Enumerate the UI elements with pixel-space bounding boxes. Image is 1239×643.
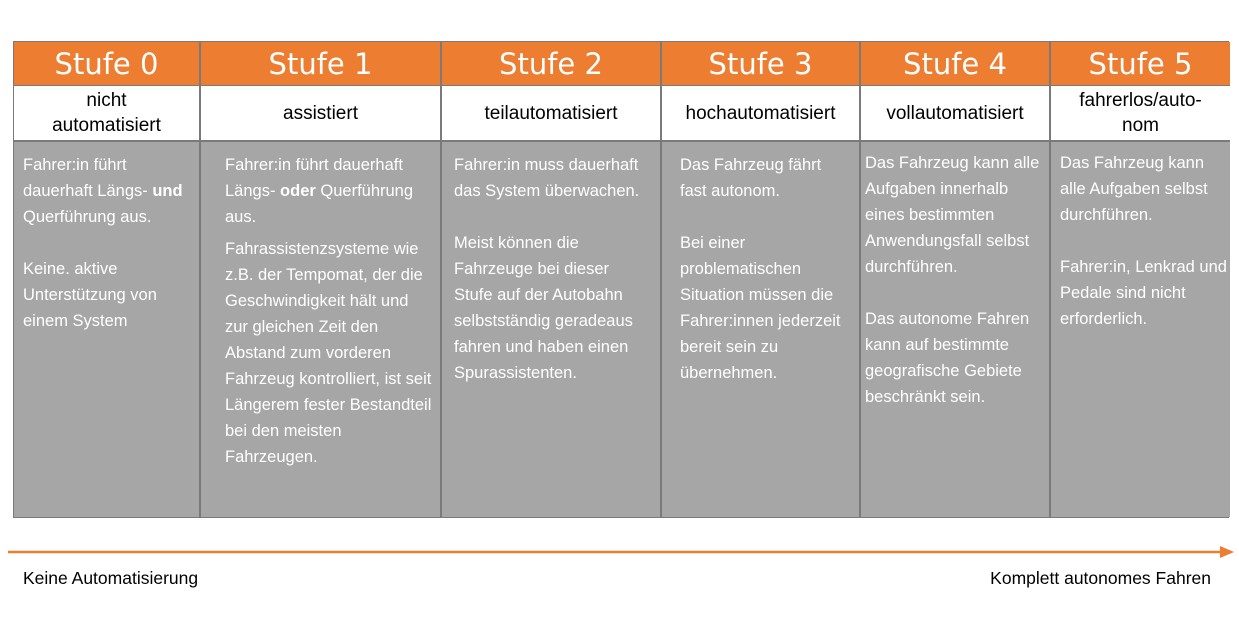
level-3-text-2: Bei einer problematischen Situation müssen die Fahrer:innen jederzeit bereit sein zu übernehmen. — [680, 234, 841, 382]
level-3-subtitle: hochautomatisiert — [662, 86, 861, 142]
level-4-title: Stufe 4 — [861, 42, 1051, 86]
level-0-description — [14, 142, 201, 517]
level-5-description — [1051, 142, 1230, 517]
level-2-title: Stufe 2 — [442, 42, 662, 86]
level-4-description — [861, 142, 1051, 517]
level-1-text-2: Fahrassistenzsysteme wie z.B. der Tempomat, der die Geschwindigkeit hält und zur gleichen Zeit den Abstand zum vorderen Fahrzeug kontrolliert, ist seit Längerem fester Bestandteil bei den meisten Fahrzeugen. — [225, 240, 432, 466]
level-3-description — [662, 142, 861, 517]
level-0-text-1: Fahrer:in führt dauerhaft Längs- und Querführung aus. — [23, 156, 183, 226]
level-1-subtitle: assistiert — [201, 86, 442, 142]
level-1-text-1: Fahrer:in führt dauerhaft Längs- oder Querführung aus. — [225, 156, 414, 226]
level-2-description — [442, 142, 662, 517]
automation-scale-arrow — [8, 544, 1234, 560]
arrow-head — [1220, 546, 1234, 558]
level-5-subtitle: fahrerlos/auto-nom — [1051, 86, 1230, 142]
level-4-subtitle: vollautomatisiert — [861, 86, 1051, 142]
automation-levels-table — [13, 41, 1229, 518]
level-0-subtitle: nicht automatisiert — [14, 86, 201, 142]
level-1-description — [201, 142, 442, 517]
level-2-text-1: Fahrer:in muss dauerhaft das System überwachen. — [454, 156, 640, 200]
level-4-text-2: Das autonome Fahren kann auf bestimmte geografische Gebiete beschränkt sein. — [865, 310, 1030, 406]
level-5-title: Stufe 5 — [1051, 42, 1230, 86]
level-5-text-2: Fahrer:in, Lenkrad und Pedale sind nicht erforderlich. — [1060, 258, 1227, 328]
level-5-text-1: Das Fahrzeug kann alle Aufgaben selbst durchführen. — [1060, 154, 1208, 224]
level-4-text-1: Das Fahrzeug kann alle Aufgaben innerhalb eines bestimmten Anwendungsfall selbst durchführen. — [865, 154, 1040, 276]
level-3-text-1: Das Fahrzeug fährt fast autonom. — [680, 156, 822, 200]
level-0-text-2: Keine. aktive Unterstützung von einem System — [23, 260, 157, 330]
level-2-text-2: Meist können die Fahrzeuge bei dieser Stufe auf der Autobahn selbstständig geradeaus fahren und haben einen Spurassistenten. — [454, 234, 633, 382]
scale-start-label: Keine Automatisierung — [23, 568, 199, 588]
level-0-title: Stufe 0 — [14, 42, 201, 86]
level-2-subtitle: teilautomatisiert — [442, 86, 662, 142]
level-1-title: Stufe 1 — [201, 42, 442, 86]
level-3-title: Stufe 3 — [662, 42, 861, 86]
scale-end-label: Komplett autonomes Fahren — [990, 568, 1211, 588]
